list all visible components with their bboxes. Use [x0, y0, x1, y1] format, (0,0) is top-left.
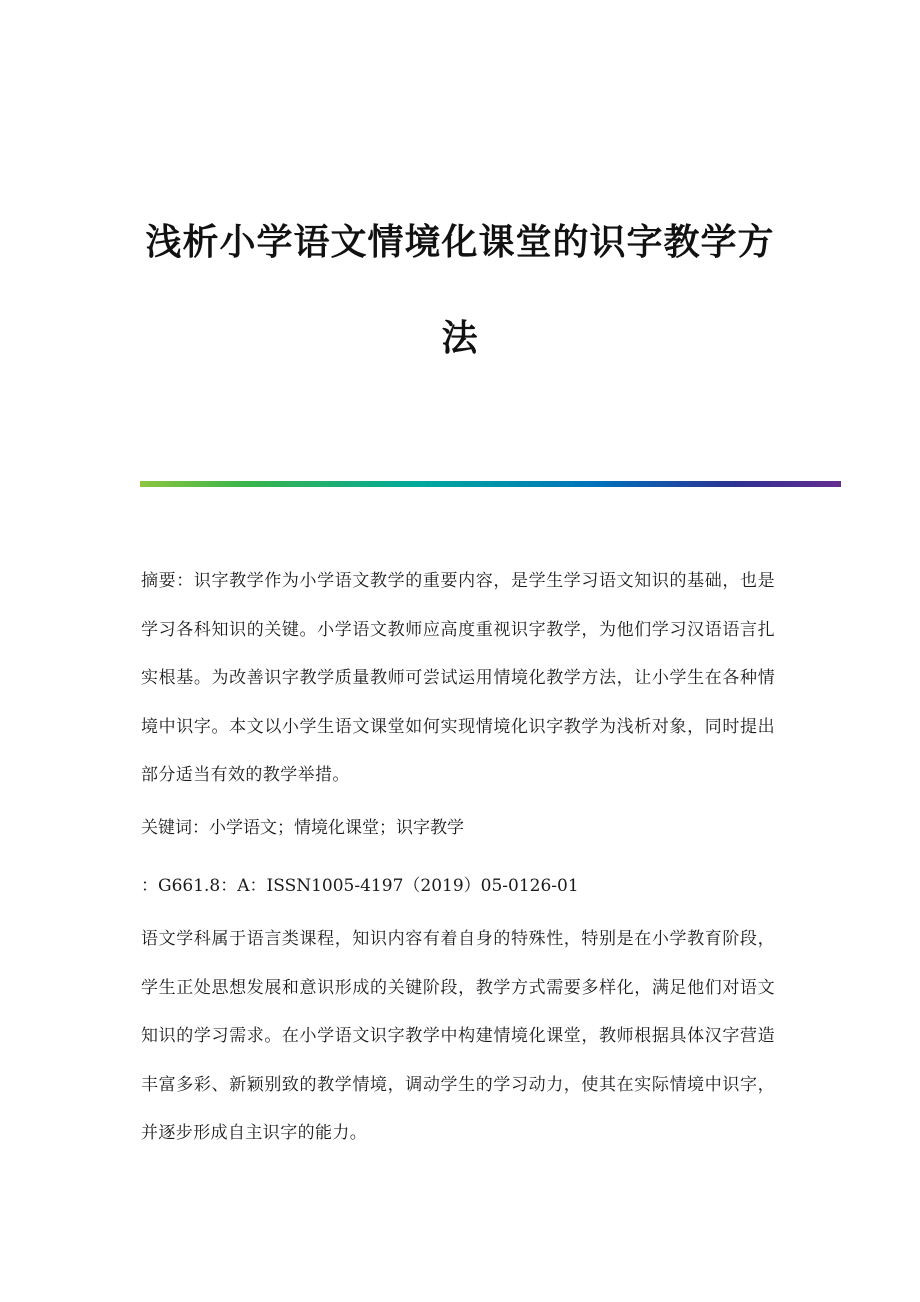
- document-title-line-1: 浅析小学语文情境化课堂的识字教学方: [145, 221, 775, 263]
- keywords-line: 关键词：小学语文；情境化课堂；识字教学: [141, 818, 464, 838]
- abstract-text: 摘要：识字教学作为小学语文教学的重要内容，是学生学习语文知识的基础，也是学习各科知识的关键。小学语文教师应高度重视识字教学，为他们学习汉语语言扎实根基。为改善识字教学质量教师可尝试运用情境化教学方法，让小学生在各种情境中识字。本文以小学生语文课堂如何实现情境化识字教学为浅析对象，同时提出部分适当有效的教学举措。: [141, 571, 775, 785]
- classification-line: ：G661.8：A：ISSN1005-4197（2019）05-0126-01: [141, 876, 579, 896]
- body-paragraph: 语文学科属于语言类课程，知识内容有着自身的特殊性，特别是在小学教育阶段，学生正处思想发展和意识形成的关键阶段，教学方式需要多样化，满足他们对语文知识的学习需求。在小学语文识字教学中构建情境化课堂，教师根据具体汉字营造丰富多彩、新颖别致的教学情境，调动学生的学习动力，使其在实际情境中识字，并逐步形成自主识字的能力。: [141, 929, 775, 1143]
- body-section: [141, 915, 775, 1158]
- document-title-line-2: 法: [441, 317, 479, 359]
- abstract-section: [141, 557, 775, 800]
- title-divider: [140, 481, 841, 487]
